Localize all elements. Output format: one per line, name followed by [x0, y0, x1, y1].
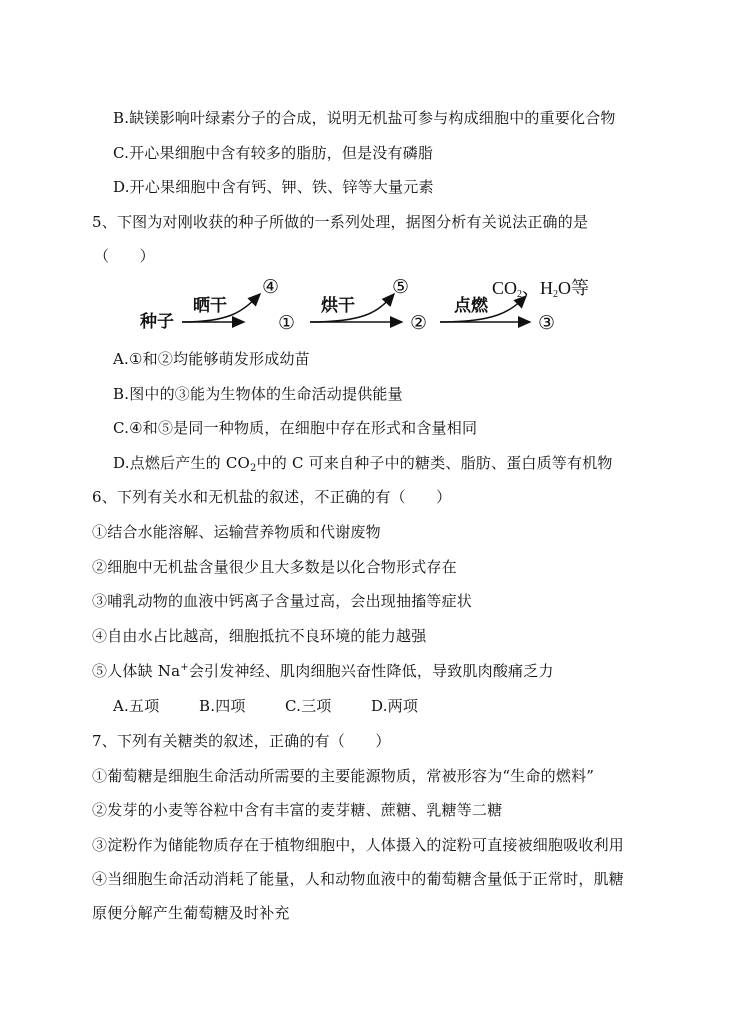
step-sun-dry-label: 晒干	[193, 296, 227, 316]
q7-item-3: ③淀粉作为储能物质存在于植物细胞中，人体摄入的淀粉可直接被细胞吸收利用	[92, 836, 625, 854]
q6-choice-d: D.两项	[371, 697, 419, 715]
q6-item-1: ①结合水能溶解、运输营养物质和代谢废物	[92, 523, 381, 541]
q6-choice-c: C.三项	[285, 697, 332, 715]
step-oven-dry-label: 烘干	[321, 296, 355, 316]
q7-item-4: ④当细胞生命活动消耗了能量，人和动物血液中的葡萄糖含量低于正常时，肌糖	[92, 870, 625, 888]
q6-stem: 6、下列有关水和无机盐的叙述，不正确的有（ ）	[92, 488, 452, 506]
q5-option-d: D.点燃后产生的 $CO_2$中的 C 可来自种子中的糖类、脂肪、蛋白质等有机物	[113, 454, 613, 474]
result-2: ②	[410, 312, 428, 334]
result-1: ①	[278, 312, 296, 334]
q5-option-a: A.①和②均能够萌发形成幼苗	[113, 350, 310, 368]
q5-answer-blank: （ ）	[94, 247, 155, 265]
result-3: ③	[538, 312, 556, 334]
q7-item-2: ②发芽的小麦等谷粒中含有丰富的麦芽糖、蔗糖、乳糖等二糖	[92, 801, 503, 819]
product-4: ④	[262, 276, 280, 298]
q4-option-d: D.开心果细胞中含有钙、钾、铁、锌等大量元素	[113, 178, 434, 196]
products-co2-h2o: CO2、H2O等	[492, 278, 590, 300]
q5-option-b: B.图中的③能为生物体的生命活动提供能量	[113, 385, 403, 403]
q7-item-1: ①葡萄糖是细胞生命活动所需要的主要能源物质，常被形容为“生命的燃料”	[92, 767, 595, 785]
q7-item-4-continued: 原便分解产生葡萄糖及时补充	[92, 904, 290, 922]
q5-option-c: C.④和⑤是同一种物质，在细胞中存在形式和含量相同	[113, 419, 478, 437]
q5-stem: 5、下图为对刚收获的种子所做的一系列处理，据图分析有关说法正确的是	[92, 213, 589, 231]
q6-item-5: ⑤人体缺 Na+会引发神经、肌肉细胞兴奋性降低，导致肌肉酸痛乏力	[92, 662, 554, 680]
product-5: ⑤	[392, 276, 410, 298]
q4-option-b: B.缺镁影响叶绿素分子的合成，说明无机盐可参与构成细胞中的重要化合物	[113, 109, 616, 127]
step-ignite-label: 点燃	[454, 296, 488, 316]
q6-item-4: ④自由水占比越高，细胞抵抗不良环境的能力越强	[92, 627, 427, 645]
q6-item-3: ③哺乳动物的血液中钙离子含量过高，会出现抽搐等症状	[92, 592, 473, 610]
q7-stem: 7、下列有关糖类的叙述，正确的有（ ）	[92, 732, 391, 750]
q4-option-c: C.开心果细胞中含有较多的脂肪，但是没有磷脂	[113, 144, 434, 162]
q6-choice-b: B.四项	[199, 697, 246, 715]
q6-choice-a: A.五项	[113, 697, 160, 715]
q6-choices	[113, 696, 418, 716]
seed-process-diagram	[130, 272, 630, 334]
seed-label: 种子	[140, 312, 174, 332]
q6-item-2: ②细胞中无机盐含量很少且大多数是以化合物形式存在	[92, 558, 457, 576]
